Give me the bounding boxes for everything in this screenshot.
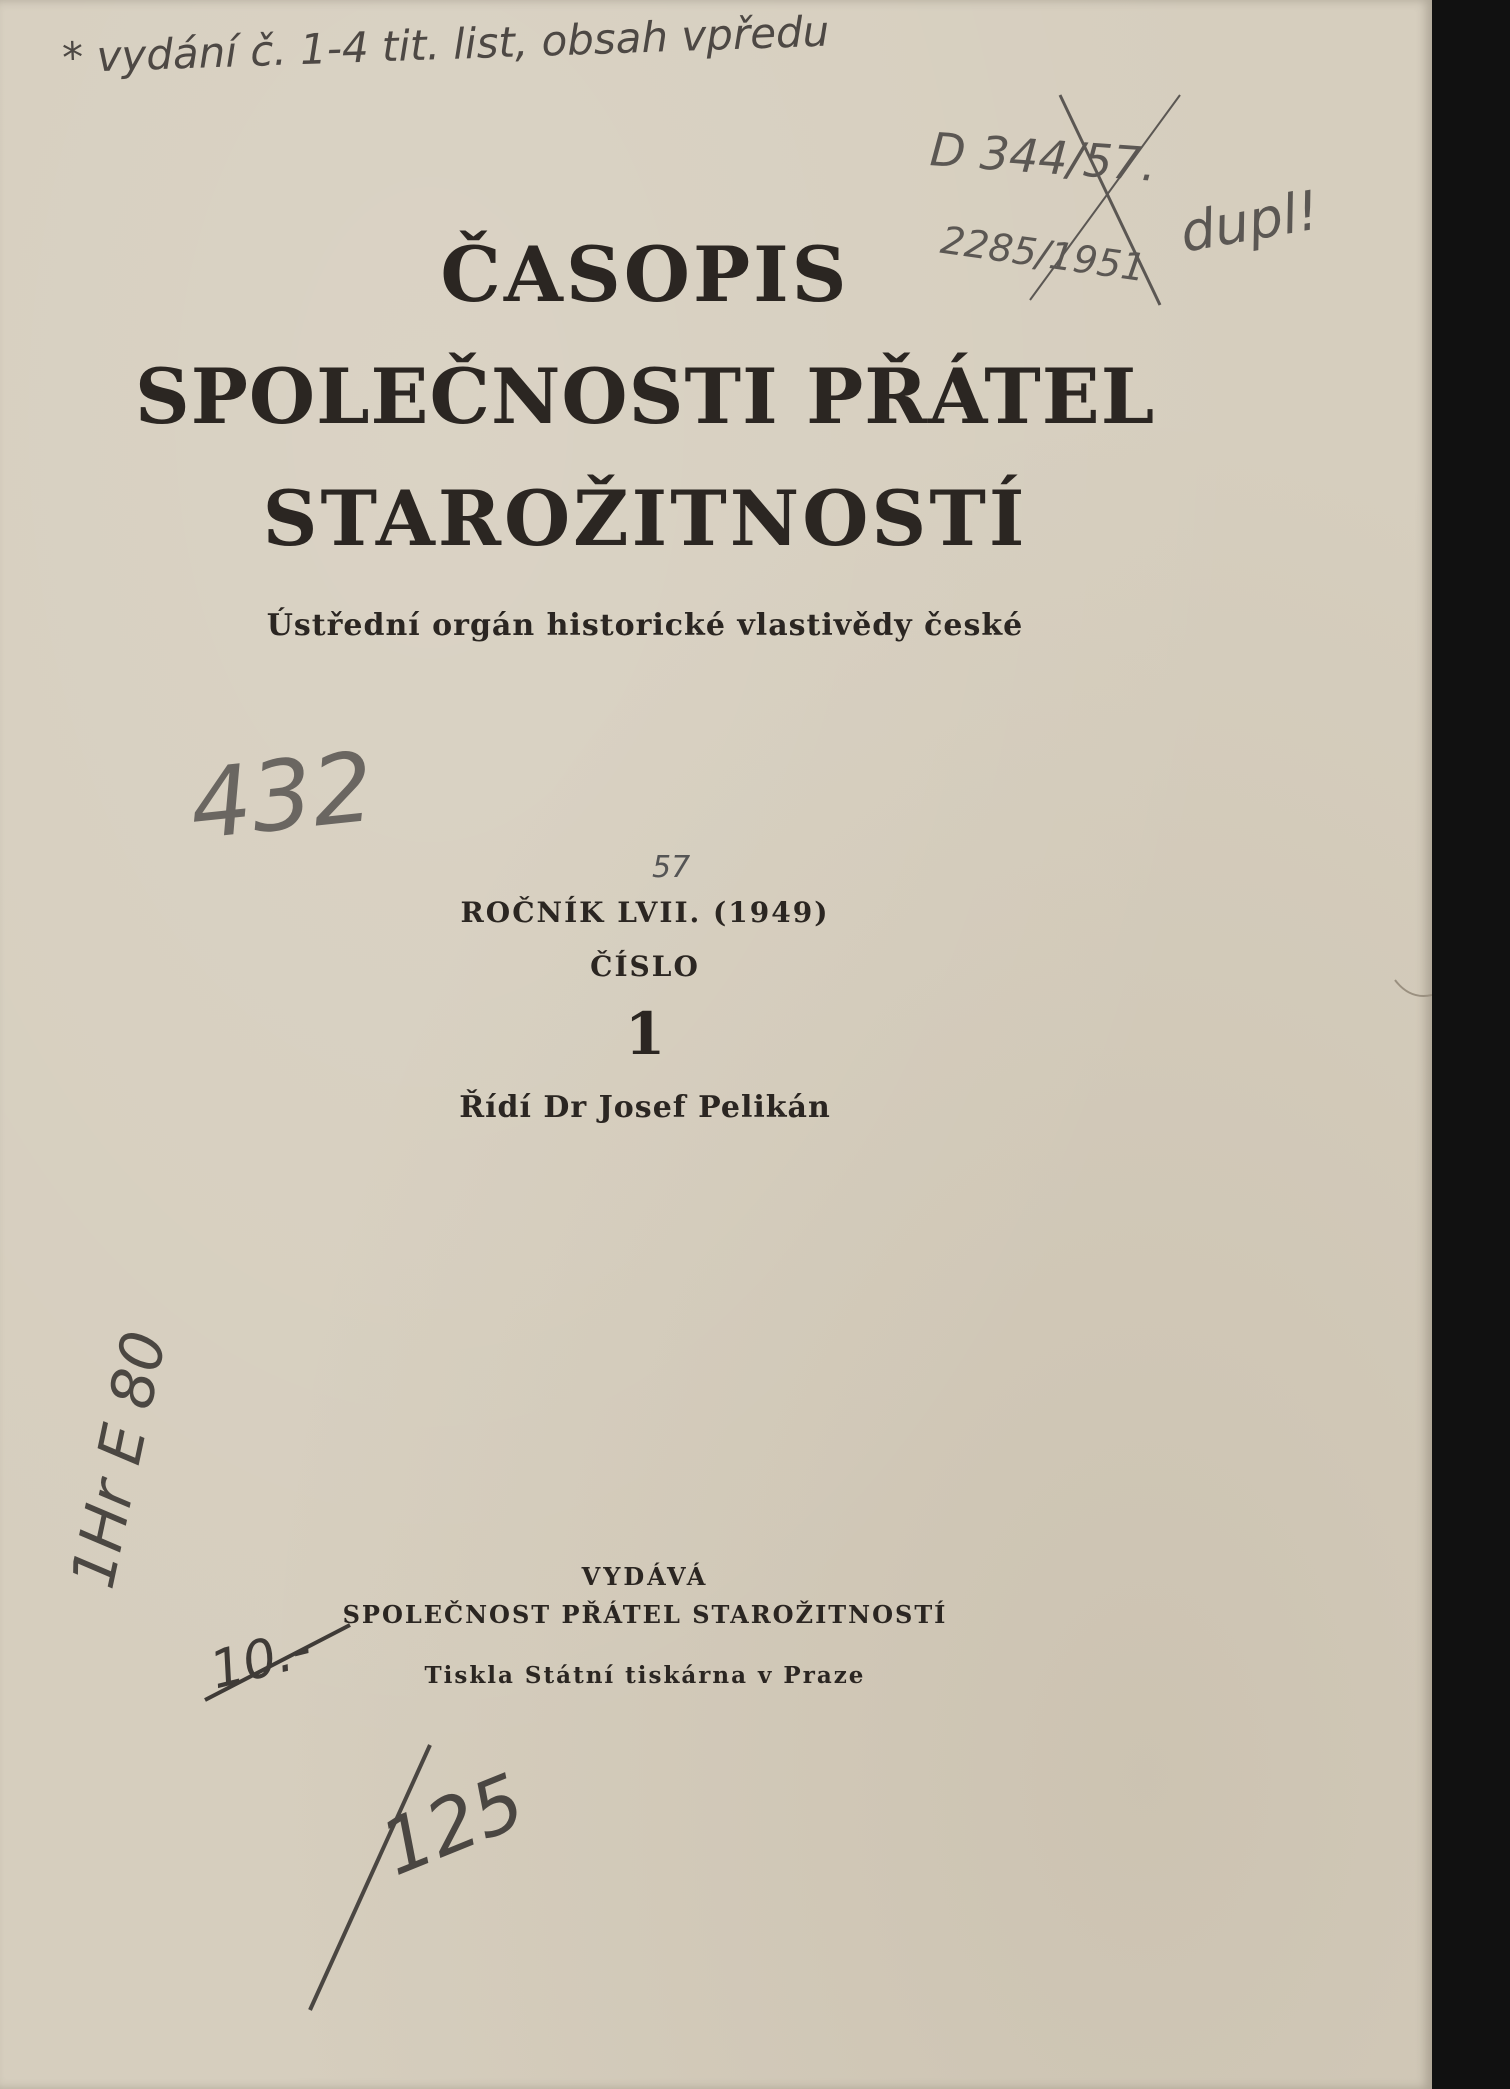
handwritten-shelf-mark-1: D 344/57.	[928, 122, 1159, 192]
issue-label: ČÍSLO	[590, 950, 700, 983]
handwritten-number-125: 125	[368, 1756, 537, 1893]
volume-line: ROČNÍK LVII. (1949)	[460, 896, 830, 929]
tear-line	[1395, 980, 1432, 996]
editor-line: Řídí Dr Josef Pelikán	[459, 1090, 831, 1125]
slash-stroke	[310, 1745, 430, 2010]
publisher-name: SPOLEČNOST PŘÁTEL STAROŽITNOSTÍ	[342, 1600, 948, 1629]
price-underline-stroke	[205, 1625, 350, 1700]
handwritten-number-432: 432	[184, 730, 379, 862]
handwritten-code: 1Hr E 80	[58, 1325, 181, 1595]
subtitle: Ústřední orgán historické vlastivědy české	[266, 608, 1024, 643]
handwritten-top-note: * vydání č. 1-4 tit. list, obsah vpředu	[61, 6, 831, 83]
publisher-label: VYDÁVÁ	[581, 1562, 709, 1591]
issue-number: 1	[624, 1000, 666, 1068]
printer-line: Tiskla Státní tiskárna v Praze	[424, 1662, 866, 1689]
shelf-mark-cross-stroke-2	[1030, 95, 1180, 300]
scan-background-edge	[1432, 0, 1510, 2089]
handwritten-shelf-mark-2: 2285/1951	[937, 217, 1149, 291]
title-line-3: STAROŽITNOSTÍ	[262, 474, 1028, 563]
title-line-1: ČASOPIS	[440, 230, 850, 319]
shelf-mark-cross-stroke	[1060, 95, 1160, 305]
handwritten-duplicate-note: dupl!	[1175, 178, 1324, 265]
title-line-2: SPOLEČNOSTI PŘÁTEL	[134, 352, 1156, 441]
handwritten-volume-correction: 57	[652, 850, 691, 885]
handwritten-price: 10.-	[204, 1618, 318, 1702]
